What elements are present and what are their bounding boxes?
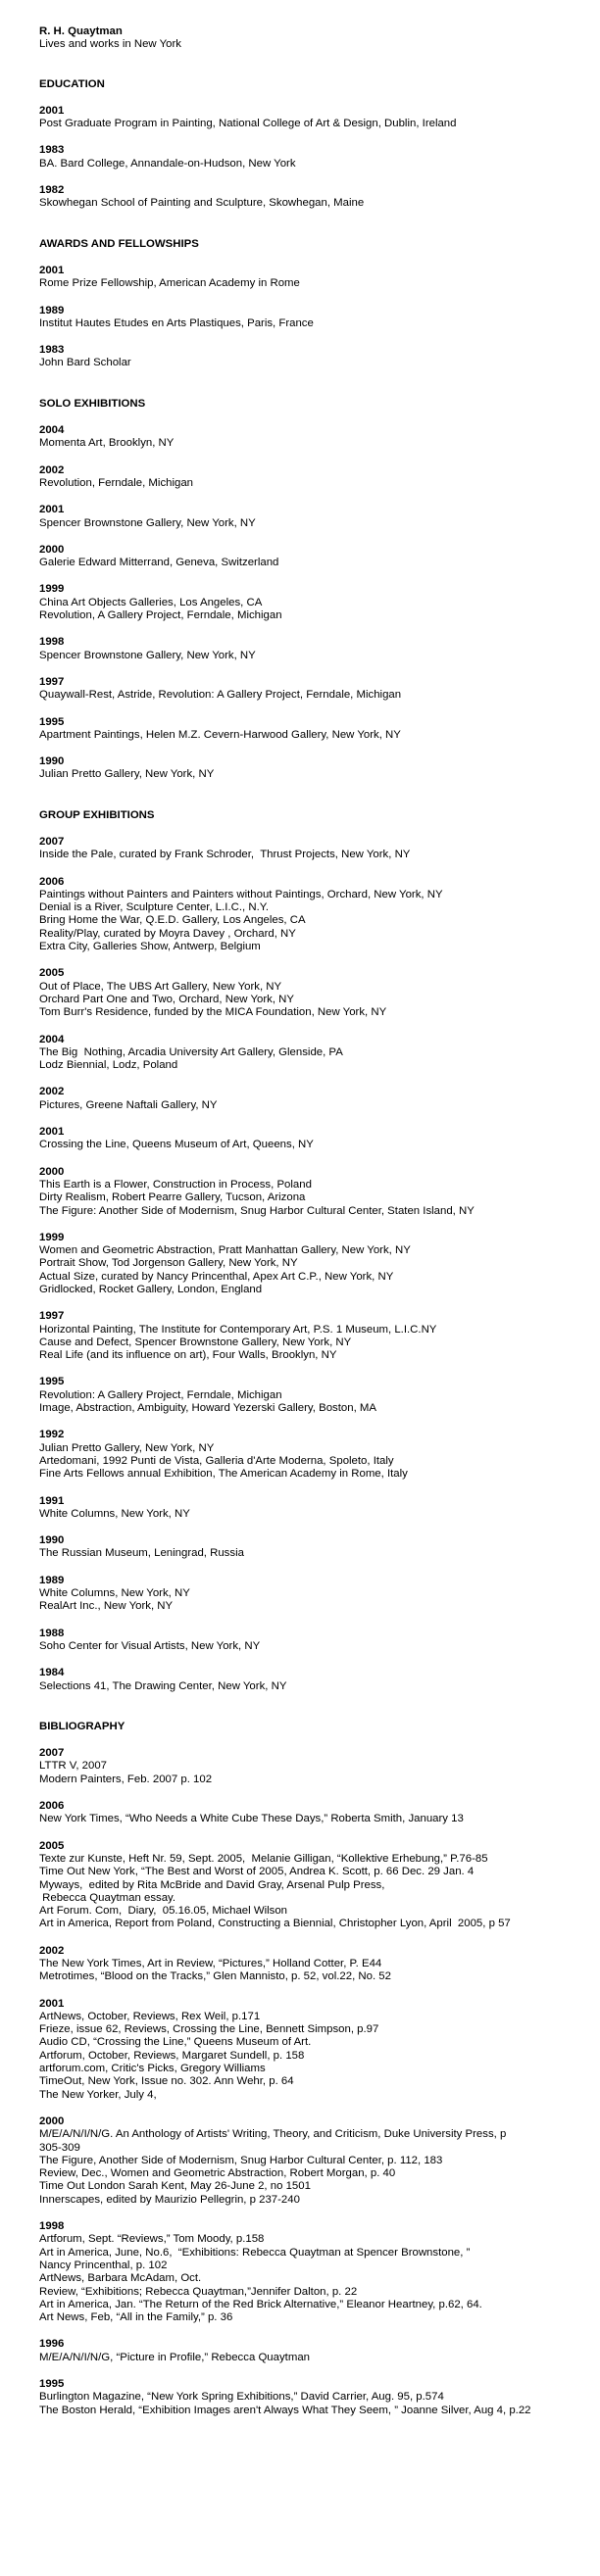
section-heading: SOLO EXHIBITIONS (39, 397, 146, 410)
entry-line: Lodz Biennial, Lodz, Poland (39, 1059, 178, 1072)
entry-year: 2001 (39, 504, 65, 516)
entry-line: Horizontal Painting, The Institute for Contemporary Art, P.S. 1 Museum, L.I.C.NY (39, 1323, 437, 1336)
entry-line: Out of Place, The UBS Art Gallery, New York, NY (39, 980, 282, 993)
entry-line: White Columns, New York, NY (39, 1507, 190, 1520)
entry-year: 2001 (39, 104, 65, 117)
entry-line: Frieze, issue 62, Reviews, Crossing the Line, Bennett Simpson, p.97 (39, 2023, 379, 2036)
cv-section (39, 398, 561, 782)
cv-entry (39, 1166, 561, 1218)
entry-line: The Big Nothing, Arcadia University Art Gallery, Glenside, PA (39, 1045, 343, 1058)
cv-section (39, 809, 561, 1693)
cv-entry (39, 1800, 561, 1826)
cv-entry (39, 464, 561, 491)
entry-year: 2004 (39, 1033, 65, 1045)
entry-line: The Figure, Another Side of Modernism, Snug Harbor Cultural Center, p. 112, 183 (39, 2154, 443, 2166)
cv-entry (39, 504, 561, 530)
entry-line: M/E/A/N/I/N/G. An Anthology of Artists' Writing, Theory, and Criticism, Duke University Press, p (39, 2128, 507, 2141)
entry-line: Denial is a River, Sculpture Center, L.I.C., N.Y. (39, 901, 270, 914)
entry-line: Artforum, Sept. “Reviews,” Tom Moody, p.158 (39, 2233, 265, 2246)
entry-line: The New York Times, Art in Review, “Pictures,” Holland Cotter, P. E44 (39, 1957, 382, 1969)
entry-line: ArtNews, October, Reviews, Rex Weil, p.171 (39, 2010, 261, 2022)
entry-line: Tom Burr's Residence, funded by the MICA Foundation, New York, NY (39, 1006, 387, 1019)
entry-year: 1990 (39, 755, 65, 768)
entry-line: Quaywall-Rest, Astride, Revolution: A Gallery Project, Ferndale, Michigan (39, 689, 402, 702)
entry-year: 2004 (39, 424, 65, 437)
entry-line: Art in America, Report from Poland, Constructing a Biennial, Christopher Lyon, April 2005, p 57 (39, 1918, 511, 1930)
cv-entry (39, 184, 561, 211)
entry-line: Gridlocked, Rocket Gallery, London, England (39, 1284, 263, 1295)
cv-entry (39, 1628, 561, 1654)
entry-line: Rome Prize Fellowship, American Academy in Rome (39, 277, 300, 290)
entry-year: 2000 (39, 1165, 65, 1178)
entry-line: Art in America, June, No.6, “Exhibitions: Rebecca Quaytman at Spencer Brownstone, ” (39, 2246, 471, 2259)
entry-line: LTTR V, 2007 (39, 1760, 108, 1773)
entry-line: M/E/A/N/I/N/G, “Picture in Profile,” Rebecca Quaytman (39, 2351, 310, 2363)
entry-line: Revolution: A Gallery Project, Ferndale, Michigan (39, 1388, 282, 1401)
entry-line: Time Out New York, “The Best and Worst of 2005, Andrea K. Scott, p. 66 Dec. 29 Jan. 4 (39, 1866, 475, 1878)
cv-entry (39, 1034, 561, 1073)
cv-entry (39, 2338, 561, 2364)
entry-line: Cause and Defect, Spencer Brownstone Gallery, New York, NY (39, 1336, 352, 1348)
entry-line: Inside the Pale, curated by Frank Schroder, Thrust Projects, New York, NY (39, 849, 411, 861)
entry-year: 1997 (39, 675, 65, 688)
entry-line: Nancy Princenthal, p. 102 (39, 2259, 168, 2271)
section-heading: BIBLIOGRAPHY (39, 1720, 125, 1732)
entry-year: 1983 (39, 344, 65, 357)
cv-entry (39, 1945, 561, 1984)
entry-line: BA. Bard College, Annandale-on-Hudson, New York (39, 157, 296, 170)
entry-line: 305-309 (39, 2141, 80, 2154)
cv-section (39, 238, 561, 370)
entry-year: 2007 (39, 835, 65, 848)
entry-line: Momenta Art, Brooklyn, NY (39, 437, 175, 450)
cv-entry (39, 1998, 561, 2102)
cv-entry (39, 876, 561, 954)
entry-year: 1990 (39, 1534, 65, 1547)
entry-line: Burlington Magazine, “New York Spring Exhibitions,” David Carrier, Aug. 95, p.574 (39, 2391, 444, 2404)
cv-entry (39, 1495, 561, 1522)
entry-line: New York Times, “Who Needs a White Cube These Days,” Roberta Smith, January 13 (39, 1813, 464, 1825)
entry-line: Spencer Brownstone Gallery, New York, NY (39, 516, 256, 529)
entry-line: Review, Dec., Women and Geometric Abstraction, Robert Morgan, p. 40 (39, 2167, 396, 2180)
entry-line: Art Forum. Com, Diary, 05.16.05, Michael Wilson (39, 1905, 287, 1918)
entry-line: Art in America, Jan. “The Return of the Red Brick Alternative,” Eleanor Heartney, p.62, 64. (39, 2298, 482, 2310)
entry-line: Actual Size, curated by Nancy Princenthal, Apex Art C.P., New York, NY (39, 1270, 394, 1283)
entry-line: Modern Painters, Feb. 2007 p. 102 (39, 1773, 213, 1785)
entry-year: 1999 (39, 1231, 65, 1243)
entry-line: Image, Abstraction, Ambiguity, Howard Yezerski Gallery, Boston, MA (39, 1402, 376, 1415)
cv-entry (39, 1310, 561, 1362)
entry-line: Fine Arts Fellows annual Exhibition, The American Academy in Rome, Italy (39, 1468, 408, 1481)
entry-year: 2000 (39, 2114, 65, 2127)
cv-entry (39, 676, 561, 703)
entry-line: Metrotimes, “Blood on the Tracks,” Glen Mannisto, p. 52, vol.22, No. 52 (39, 1970, 391, 1983)
cv-entry (39, 424, 561, 451)
artist-name: R. H. Quaytman (39, 25, 123, 37)
entry-line: Revolution, A Gallery Project, Ferndale, Michigan (39, 609, 282, 622)
cv-section (39, 78, 561, 211)
entry-line: This Earth is a Flower, Construction in Process, Poland (39, 1178, 312, 1191)
entry-line: Orchard Part One and Two, Orchard, New York, NY (39, 993, 294, 1005)
entry-year: 2002 (39, 1944, 65, 1957)
section-heading: AWARDS AND FELLOWSHIPS (39, 237, 199, 250)
entry-line: Soho Center for Visual Artists, New York, NY (39, 1639, 261, 1652)
entry-line: The Boston Herald, “Exhibition Images aren't Always What They Seem, ” Joanne Silver, Aug 4, p.22 (39, 2404, 531, 2416)
entry-line: White Columns, New York, NY (39, 1587, 190, 1600)
section-heading: GROUP EXHIBITIONS (39, 808, 155, 821)
entry-line: Artedomani, 1992 Punti de Vista, Galleria d'Arte Moderna, Spoleto, Italy (39, 1454, 394, 1467)
entry-line: TimeOut, New York, Issue no. 302. Ann Wehr, p. 64 (39, 2075, 294, 2088)
entry-line: Apartment Paintings, Helen M.Z. Cevern-Harwood Gallery, New York, NY (39, 728, 401, 741)
entry-line: China Art Objects Galleries, Los Angeles, CA (39, 596, 263, 608)
entry-line: Texte zur Kunste, Heft Nr. 59, Sept. 2005, Melanie Gilligan, “Kollektive Erhebung,” P.76-85 (39, 1852, 488, 1865)
entry-line: Spencer Brownstone Gallery, New York, NY (39, 649, 256, 661)
cv-entry (39, 583, 561, 622)
cv-entry (39, 636, 561, 662)
entry-year: 1991 (39, 1494, 65, 1507)
entry-year: 2006 (39, 875, 65, 888)
entry-line: John Bard Scholar (39, 357, 131, 369)
entry-year: 1995 (39, 2378, 65, 2390)
entry-line: Myways, edited by Rita McBride and David Gray, Arsenal Pulp Press, (39, 1878, 385, 1891)
entry-year: 1998 (39, 2220, 65, 2233)
cv-entry (39, 836, 561, 862)
entry-line: Portrait Show, Tod Jorgenson Gallery, New York, NY (39, 1257, 298, 1270)
entry-line: Rebecca Quaytman essay. (39, 1891, 176, 1904)
cv-entry (39, 344, 561, 370)
entry-year: 2001 (39, 1126, 65, 1139)
cv-entry (39, 1376, 561, 1415)
entry-line: Pictures, Greene Naftali Gallery, NY (39, 1098, 218, 1111)
cv-entry (39, 2220, 561, 2324)
entry-year: 1992 (39, 1429, 65, 1441)
cv-entry (39, 105, 561, 131)
cv-sections (39, 78, 561, 2417)
entry-year: 2005 (39, 1839, 65, 1852)
entry-year: 1996 (39, 2338, 65, 2351)
cv-entry (39, 967, 561, 1019)
entry-line: Audio CD, “Crossing the Line,” Queens Museum of Art. (39, 2036, 312, 2049)
cv-entry (39, 1126, 561, 1152)
entry-line: Bring Home the War, Q.E.D. Gallery, Los Angeles, CA (39, 914, 306, 927)
cv-entry (39, 755, 561, 782)
entry-line: Revolution, Ferndale, Michigan (39, 476, 194, 489)
cv-entry (39, 1840, 561, 1931)
entry-line: Skowhegan School of Painting and Sculpture, Skowhegan, Maine (39, 197, 365, 210)
cv-header (39, 25, 561, 52)
cv-entry (39, 1747, 561, 1786)
entry-year: 1983 (39, 144, 65, 157)
cv-entry (39, 305, 561, 331)
entry-year: 2006 (39, 1800, 65, 1813)
cv-entry (39, 544, 561, 570)
cv-entry (39, 1429, 561, 1481)
entry-year: 1982 (39, 184, 65, 197)
entry-line: Art News, Feb, “All in the Family,” p. 36 (39, 2311, 233, 2324)
entry-line: RealArt Inc., New York, NY (39, 1600, 174, 1613)
entry-year: 1988 (39, 1627, 65, 1639)
entry-line: Innerscapes, edited by Maurizio Pellegrin, p 237-240 (39, 2193, 300, 2206)
entry-year: 1984 (39, 1667, 65, 1679)
entry-line: Time Out London Sarah Kent, May 26-June 2, no 1501 (39, 2180, 311, 2193)
entry-year: 1995 (39, 1376, 65, 1388)
cv-section (39, 1721, 561, 2417)
entry-year: 2000 (39, 543, 65, 556)
entry-year: 1995 (39, 715, 65, 728)
entry-line: Extra City, Galleries Show, Antwerp, Belgium (39, 941, 261, 953)
entry-line: Crossing the Line, Queens Museum of Art, Queens, NY (39, 1139, 314, 1151)
entry-line: Review, “Exhibitions; Rebecca Quaytman,”Jennifer Dalton, p. 22 (39, 2285, 358, 2298)
entry-year: 2001 (39, 264, 65, 276)
cv-entry (39, 1086, 561, 1112)
entry-line: Post Graduate Program in Painting, National College of Art & Design, Dublin, Ireland (39, 118, 457, 130)
entry-year: 2002 (39, 463, 65, 476)
entry-line: Dirty Realism, Robert Pearre Gallery, Tucson, Arizona (39, 1191, 306, 1204)
entry-line: artforum.com, Critic's Picks, Gregory Williams (39, 2063, 266, 2075)
cv-entry (39, 1575, 561, 1614)
cv-entry (39, 1232, 561, 1296)
entry-line: The Figure: Another Side of Modernism, Snug Harbor Cultural Center, Staten Island, NY (39, 1204, 475, 1217)
entry-line: Paintings without Painters and Painters without Paintings, Orchard, New York, NY (39, 888, 443, 900)
cv-entry (39, 2115, 561, 2207)
entry-year: 1997 (39, 1310, 65, 1323)
section-heading: EDUCATION (39, 77, 105, 90)
entry-line: The New Yorker, July 4, (39, 2088, 157, 2101)
entry-year: 1998 (39, 636, 65, 649)
cv-entry (39, 716, 561, 743)
artist-tagline: Lives and works in New York (39, 38, 181, 51)
entry-year: 1989 (39, 1574, 65, 1586)
entry-line: Selections 41, The Drawing Center, New York, NY (39, 1679, 287, 1692)
cv-entry (39, 1534, 561, 1561)
cv-entry (39, 2378, 561, 2417)
entry-year: 2002 (39, 1086, 65, 1098)
entry-line: Julian Pretto Gallery, New York, NY (39, 1441, 215, 1454)
entry-line: Artforum, October, Reviews, Margaret Sundell, p. 158 (39, 2049, 305, 2062)
cv-entry (39, 144, 561, 170)
entry-year: 1999 (39, 583, 65, 596)
entry-year: 2007 (39, 1747, 65, 1760)
entry-year: 2001 (39, 1997, 65, 2010)
entry-line: ArtNews, Barbara McAdam, Oct. (39, 2272, 202, 2285)
entry-line: Real Life (and its influence on art), Four Walls, Brooklyn, NY (39, 1349, 337, 1362)
entry-line: Women and Geometric Abstraction, Pratt Manhattan Gallery, New York, NY (39, 1244, 411, 1257)
cv-entry (39, 1667, 561, 1693)
entry-line: Julian Pretto Gallery, New York, NY (39, 768, 215, 781)
entry-year: 1989 (39, 304, 65, 316)
entry-line: Reality/Play, curated by Moyra Davey , Orchard, NY (39, 927, 296, 940)
entry-year: 2005 (39, 967, 65, 980)
entry-line: The Russian Museum, Leningrad, Russia (39, 1547, 244, 1560)
entry-line: Galerie Edward Mitterrand, Geneva, Switzerland (39, 557, 279, 569)
entry-line: Institut Hautes Etudes en Arts Plastiques, Paris, France (39, 316, 314, 329)
cv-entry (39, 265, 561, 291)
